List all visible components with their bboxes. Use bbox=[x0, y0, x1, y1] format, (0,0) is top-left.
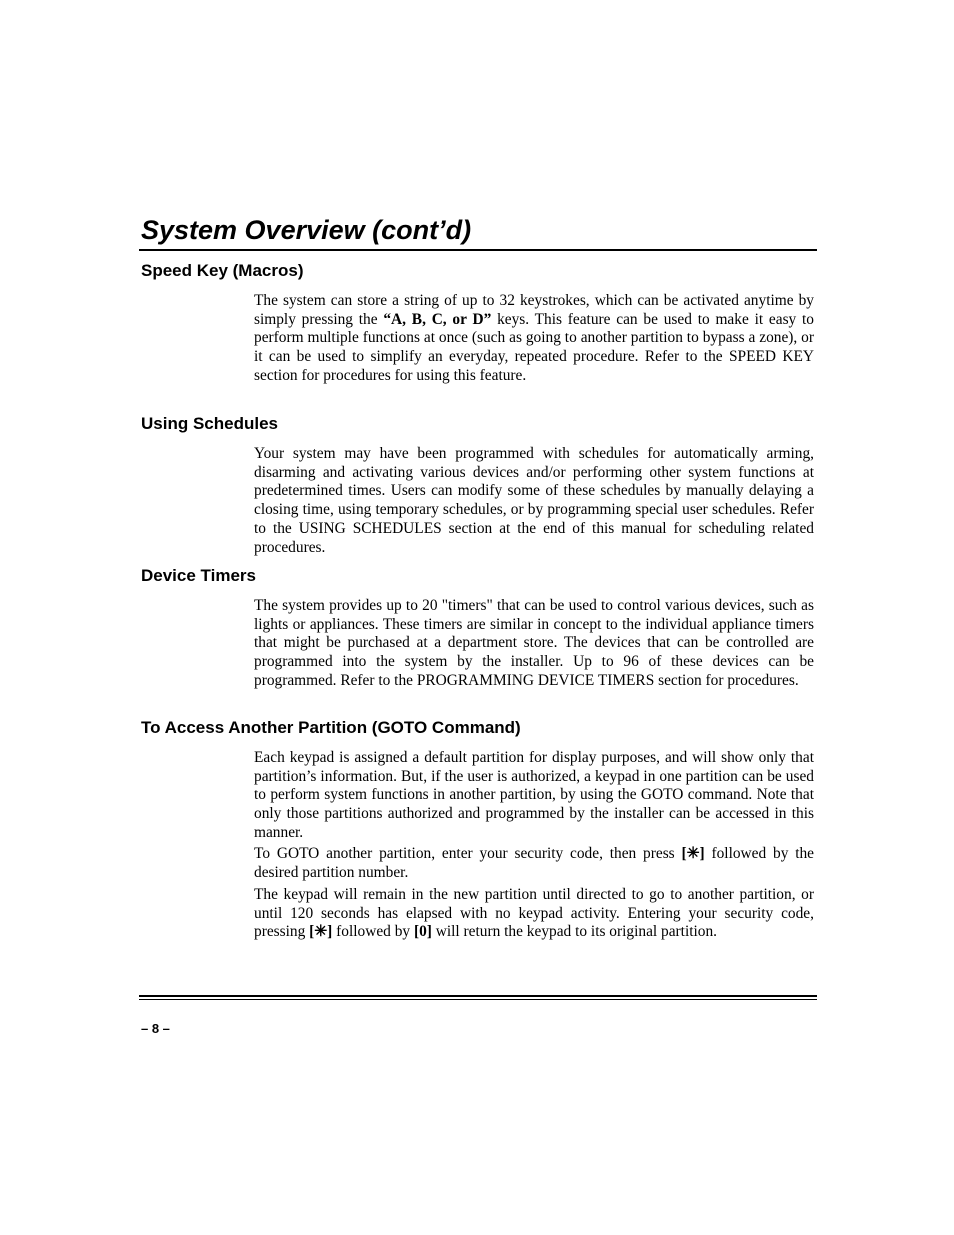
text-run: followed by the desired partition number. bbox=[254, 845, 815, 881]
text-run: To GOTO another partition, enter your security code, then press bbox=[254, 845, 682, 862]
section-heading-device-timers: Device Timers bbox=[141, 566, 256, 585]
goto-paragraph-1 bbox=[254, 749, 814, 843]
title-rule bbox=[139, 249, 817, 251]
text-run: followed by bbox=[332, 923, 414, 941]
goto-paragraph-2 bbox=[254, 845, 814, 882]
section-heading-goto-command: To Access Another Partition (GOTO Command) bbox=[141, 718, 521, 737]
page-title: System Overview (cont’d) bbox=[141, 215, 472, 245]
footer-rule-thick bbox=[139, 995, 817, 997]
text-run: keys. This feature can be used to make it easy to perform multiple functions at once (such as going to another partition to bypass a zone), or it can be used to simplify an everyday, repeated procedure. Refer to the SPEED KEY section for procedures for using this feature. bbox=[254, 310, 815, 384]
zero-key: [0] bbox=[413, 923, 432, 941]
goto-paragraph-3 bbox=[254, 886, 814, 942]
star-key: [✳] bbox=[681, 845, 705, 862]
footer-rule-thin bbox=[139, 999, 817, 1000]
bold-keys: “A, B, C, or D” bbox=[383, 310, 492, 328]
section-heading-using-schedules: Using Schedules bbox=[141, 414, 278, 433]
star-key: [✳] bbox=[309, 923, 333, 941]
section-heading-speed-key: Speed Key (Macros) bbox=[141, 261, 304, 280]
speed-key-paragraph bbox=[254, 292, 814, 386]
text-run: The keypad will remain in the new partition until directed to go to another partition, or until 120 seconds has elapsed with no keypad activity. Entering your security code, pressing bbox=[254, 886, 814, 941]
text-run: Each keypad is assigned a default partition for display purposes, and will show only that partition’s information. But, if the user is authorized, a keypad in one partition can be used to perform system functions in another partition, by using the GOTO command. Note that only those partitions authorized and programmed by the installer can be accessed in this manner. bbox=[254, 749, 814, 841]
text-run: will return the keypad to its original partition. bbox=[431, 923, 718, 941]
text-run: The system can store a string of up to 32 keystrokes, which can be activated anytime by simply pressing the bbox=[254, 292, 814, 328]
text-run: The system provides up to 20 "timers" that can be used to control various devices, such as lights or appliances. These timers are similar in concept to the individual appliance timers that might be purchased at a department store. The devices that can be controlled are programmed into the system by the installer. Up to 96 of these devices can be programmed. Refer to the PROGRAMMING DEVICE TIMERS section for procedures. bbox=[254, 597, 814, 689]
using-schedules-paragraph bbox=[254, 445, 814, 557]
device-timers-paragraph bbox=[254, 597, 814, 691]
page-number: – 8 – bbox=[141, 1021, 170, 1036]
text-run: Your system may have been programmed with schedules for automatically arming, disarming and activating various devices and/or performing other system functions at predetermined times. Users can modify some of these schedules by manually delaying a closing time, using temporary schedules, or by programming special user schedules. Refer to the USING SCHEDULES section at the end of this manual for scheduling related procedures. bbox=[254, 445, 814, 556]
